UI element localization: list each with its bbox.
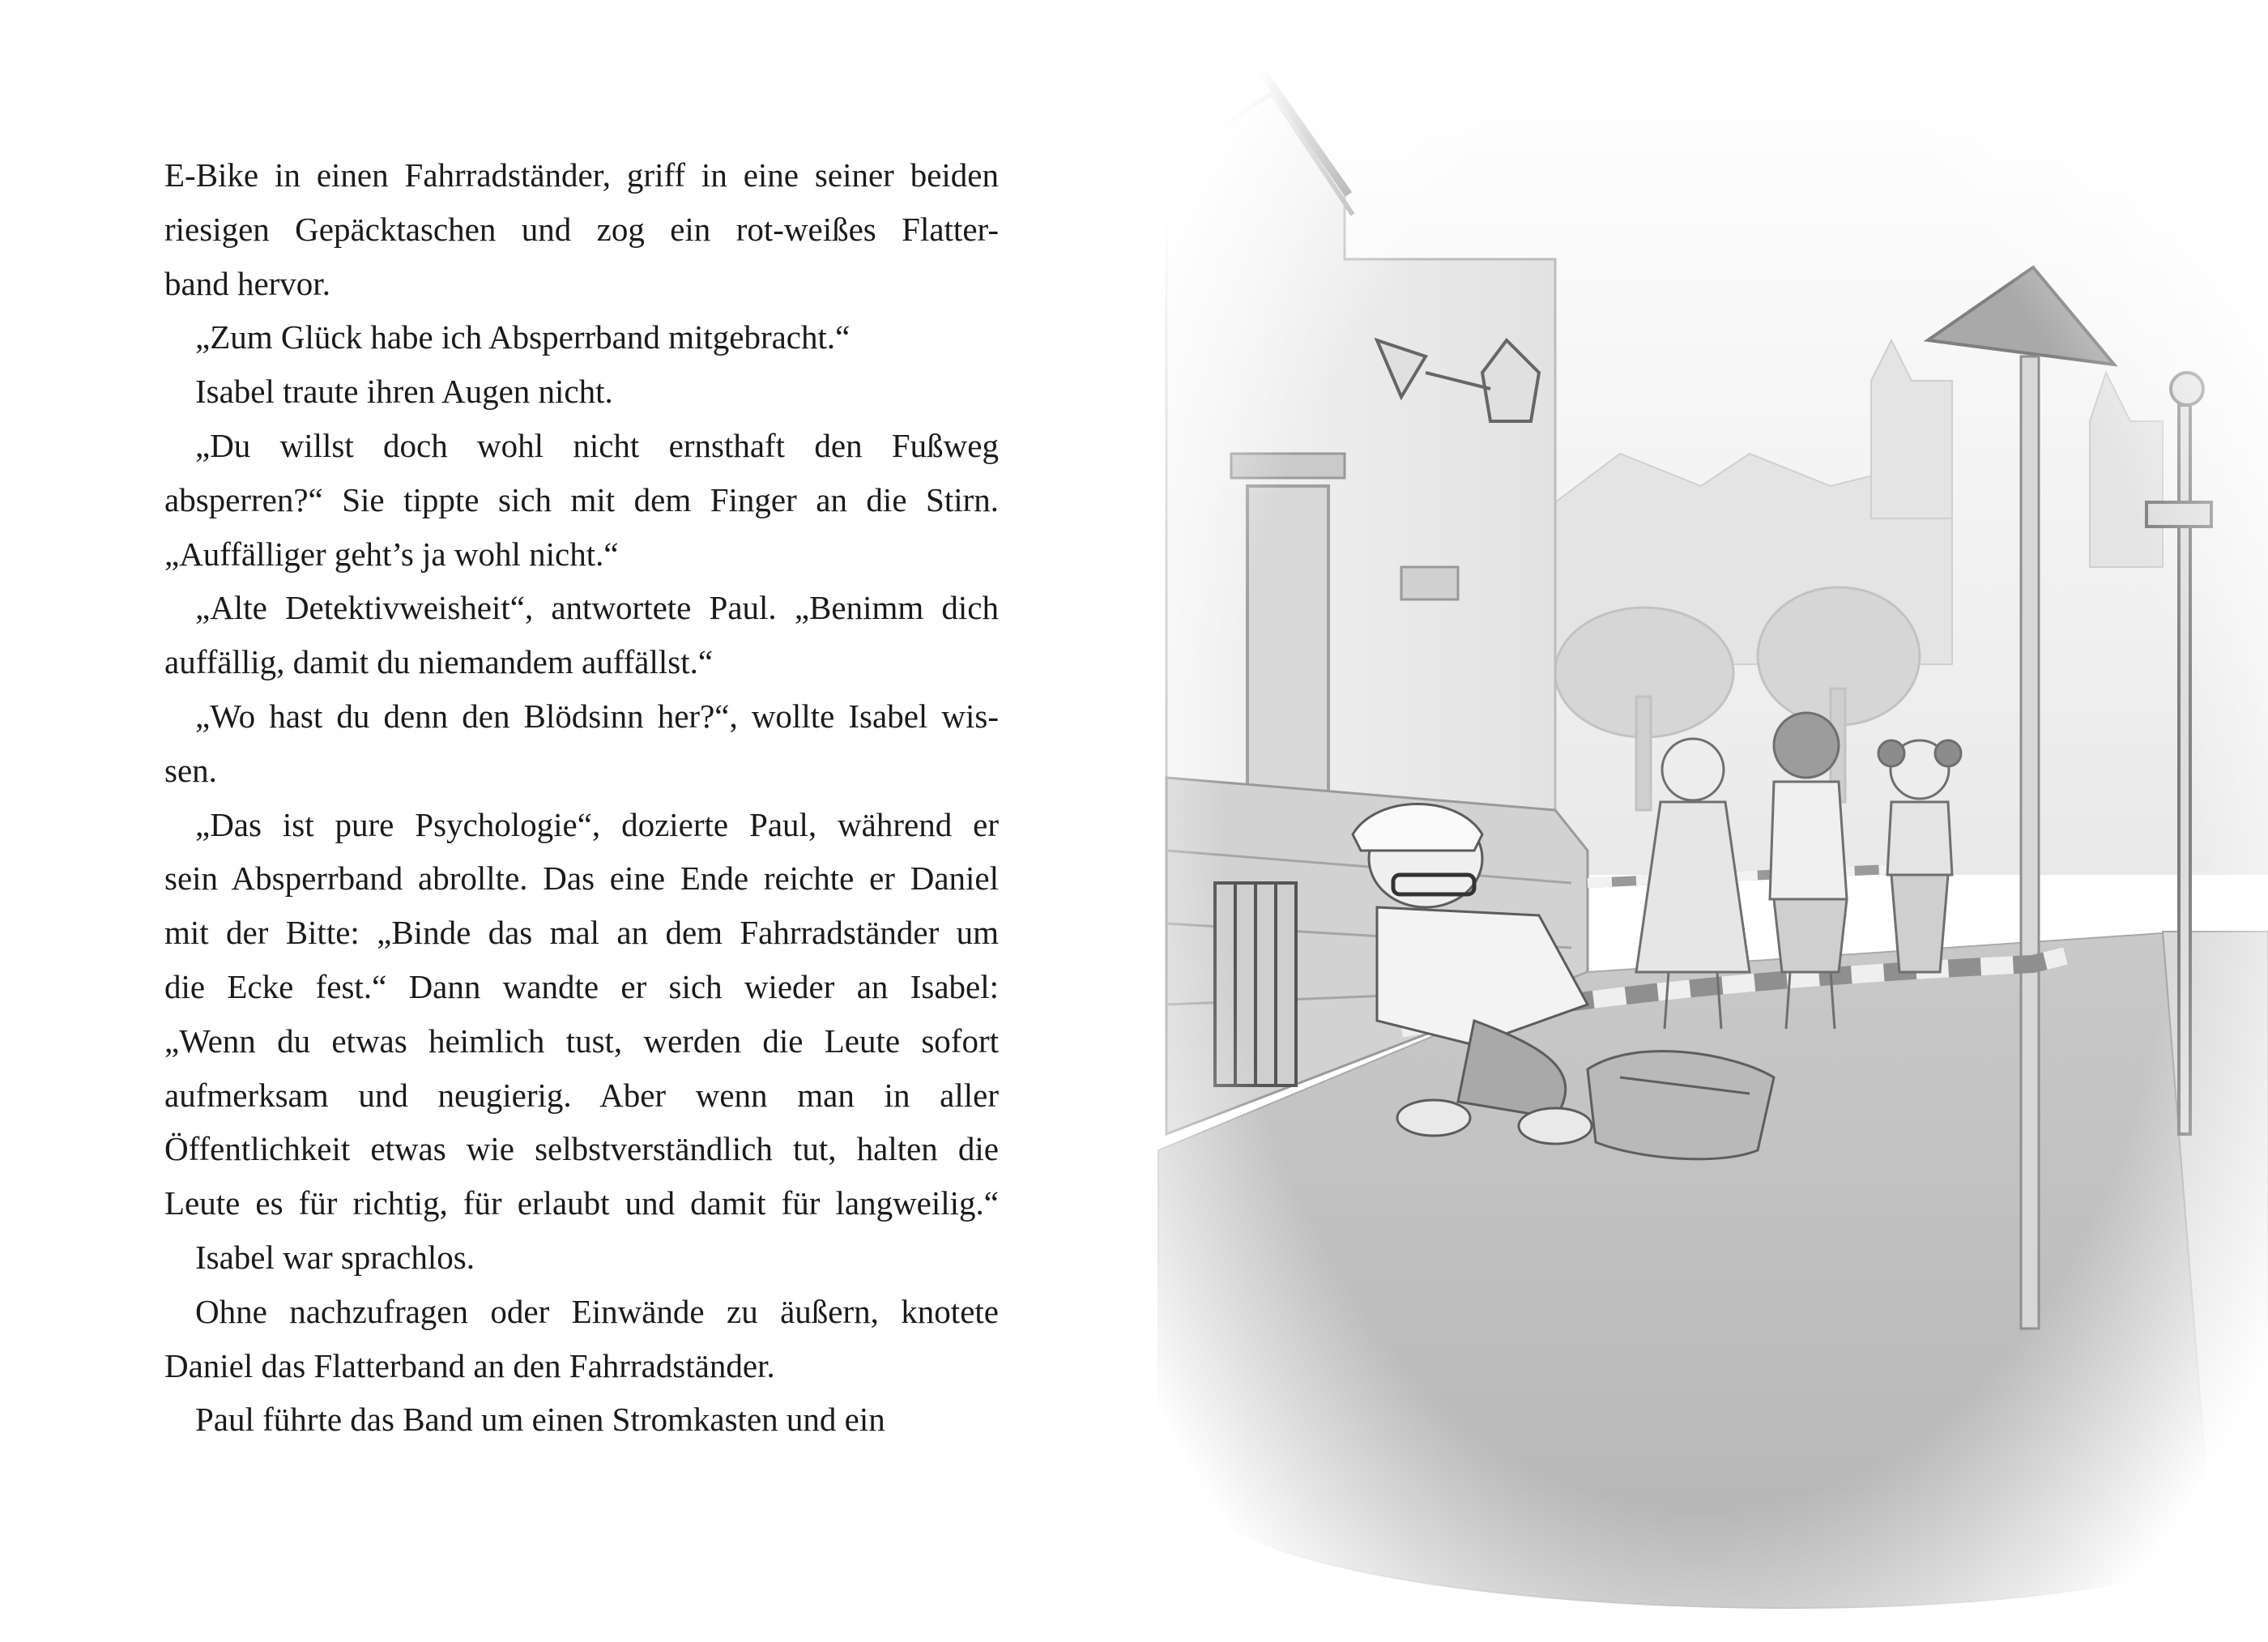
text-line-23: Daniel das Flatterband an den Fahrradständer. <box>164 1346 775 1384</box>
text-line-14: sein Absperrband abrollte. Das eine Ende reichte er Daniel <box>164 859 999 898</box>
text-line-3: band hervor. <box>164 264 330 302</box>
text-line-9: „Alte Detektivweisheit“, antwortete Paul. „Benimm dich <box>195 589 999 627</box>
text-line-4: „Zum Glück habe ich Absperrband mitgebracht.“ <box>195 318 850 356</box>
text-line-7: absperren?“ Sie tippte sich mit dem Finger an die Stirn. <box>164 480 999 518</box>
text-line-20: Leute es für richtig, für erlaubt und damit für langweilig.“ <box>164 1184 999 1222</box>
text-line-11: „Wo hast du denn den Blödsinn her?“, wollte Isabel wis- <box>195 697 999 735</box>
text-line-15: mit der Bitte: „Binde das mal an dem Fahrradständer um <box>164 914 999 952</box>
text-line-1: E-Bike in einen Fahrradständer, griff in eine seiner beiden <box>164 156 999 194</box>
text-line-2: riesigen Gepäcktaschen und zog ein rot-weißes Flatter- <box>164 210 999 248</box>
text-line-8: „Auffälliger geht’s ja wohl nicht.“ <box>164 535 619 573</box>
street-scene-illustration <box>1134 0 2268 1642</box>
text-line-22: Ohne nachzufragen oder Einwände zu äußern, knotete <box>195 1292 999 1330</box>
body-text <box>164 148 999 1447</box>
text-line-19: Öffentlichkeit etwas wie selbstverständlich tut, halten die <box>164 1130 999 1168</box>
text-line-21: Isabel war sprachlos. <box>195 1238 475 1276</box>
text-line-6: „Du willst doch wohl nicht ernsthaft den Fußweg <box>195 426 999 464</box>
right-page <box>1134 0 2268 1642</box>
text-line-18: aufmerksam und neugierig. Aber wenn man in aller <box>164 1076 999 1114</box>
text-line-12: sen. <box>164 751 217 789</box>
text-line-10: auffällig, damit du niemandem auffällst.“ <box>164 643 714 681</box>
text-line-17: „Wenn du etwas heimlich tust, werden die Leute sofort <box>164 1021 999 1060</box>
text-line-13: „Das ist pure Psychologie“, dozierte Paul, während er <box>195 805 999 843</box>
text-line-24: Paul führte das Band um einen Stromkasten und ein <box>195 1401 885 1439</box>
text-line-5: Isabel traute ihren Augen nicht. <box>195 373 613 411</box>
text-line-16: die Ecke fest.“ Dann wandte er sich wieder an Isabel: <box>164 967 999 1005</box>
